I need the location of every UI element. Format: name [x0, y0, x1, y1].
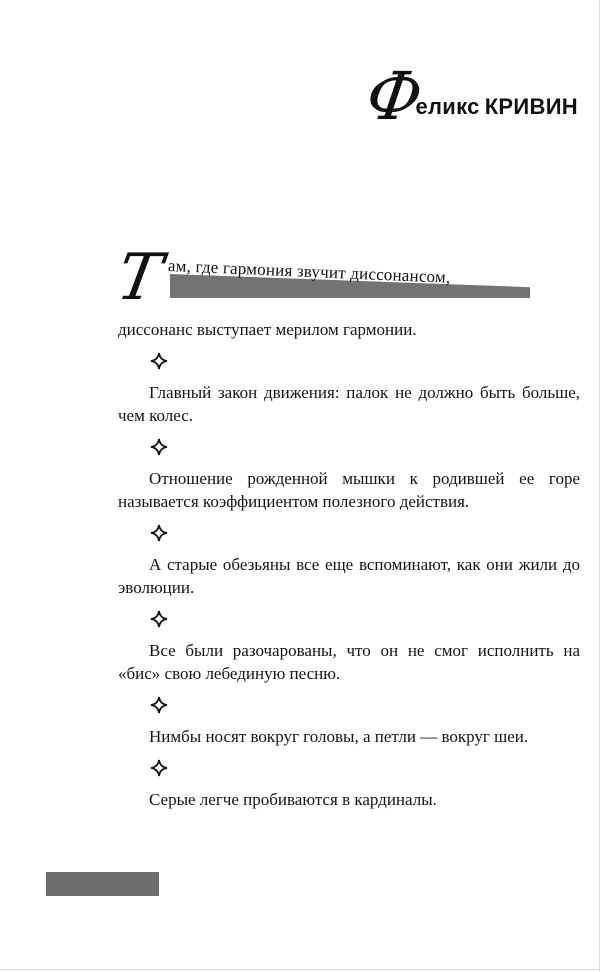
four-point-star-icon: [150, 524, 168, 542]
author-surname: КРИВИН: [484, 94, 578, 119]
aphorism-6: Нимбы носят вокруг головы, а петли — вокруг шеи.: [149, 727, 529, 746]
drop-cap: Т: [111, 241, 168, 315]
four-point-star-icon: [150, 696, 168, 714]
four-point-star-icon: [150, 610, 168, 628]
separator: [118, 748, 580, 788]
separator: [118, 341, 580, 381]
aphorism-list: [118, 318, 580, 811]
aphorism-7: Серые легче пробиваются в кардиналы.: [149, 790, 437, 809]
aphorism-2: Главный закон движения: палок не должно быть больше, чем колес.: [118, 383, 580, 425]
author-name: [415, 94, 578, 120]
author-first-name: еликс: [415, 94, 480, 119]
author-initial: Ф: [361, 58, 427, 135]
four-point-star-icon: [150, 759, 168, 777]
decorative-bar: [46, 872, 159, 896]
four-point-star-icon: [150, 438, 168, 456]
opening-line: [111, 241, 538, 315]
aphorism-3: Отношение рожденной мышки к родившей ее горе называется коэффициентом полезного действия.: [118, 469, 580, 511]
aphorism-4: А старые обезьяны все еще вспоминают, как они жили до эволюции.: [118, 555, 580, 597]
four-point-star-icon: [150, 352, 168, 370]
separator: [118, 513, 580, 553]
separator: [118, 599, 580, 639]
opening-line-text: ам, где гармония звучит диссонансом,: [167, 256, 451, 287]
separator: [118, 685, 580, 725]
aphorism-5: Все были разочарованы, что он не смог исполнить на «бис» свою лебединую песню.: [118, 641, 580, 683]
aphorism-1: диссонанс выступает мерилом гармонии.: [118, 320, 417, 339]
author-header: [361, 58, 578, 135]
page-edge-bottom: [0, 969, 600, 970]
separator: [118, 427, 580, 467]
